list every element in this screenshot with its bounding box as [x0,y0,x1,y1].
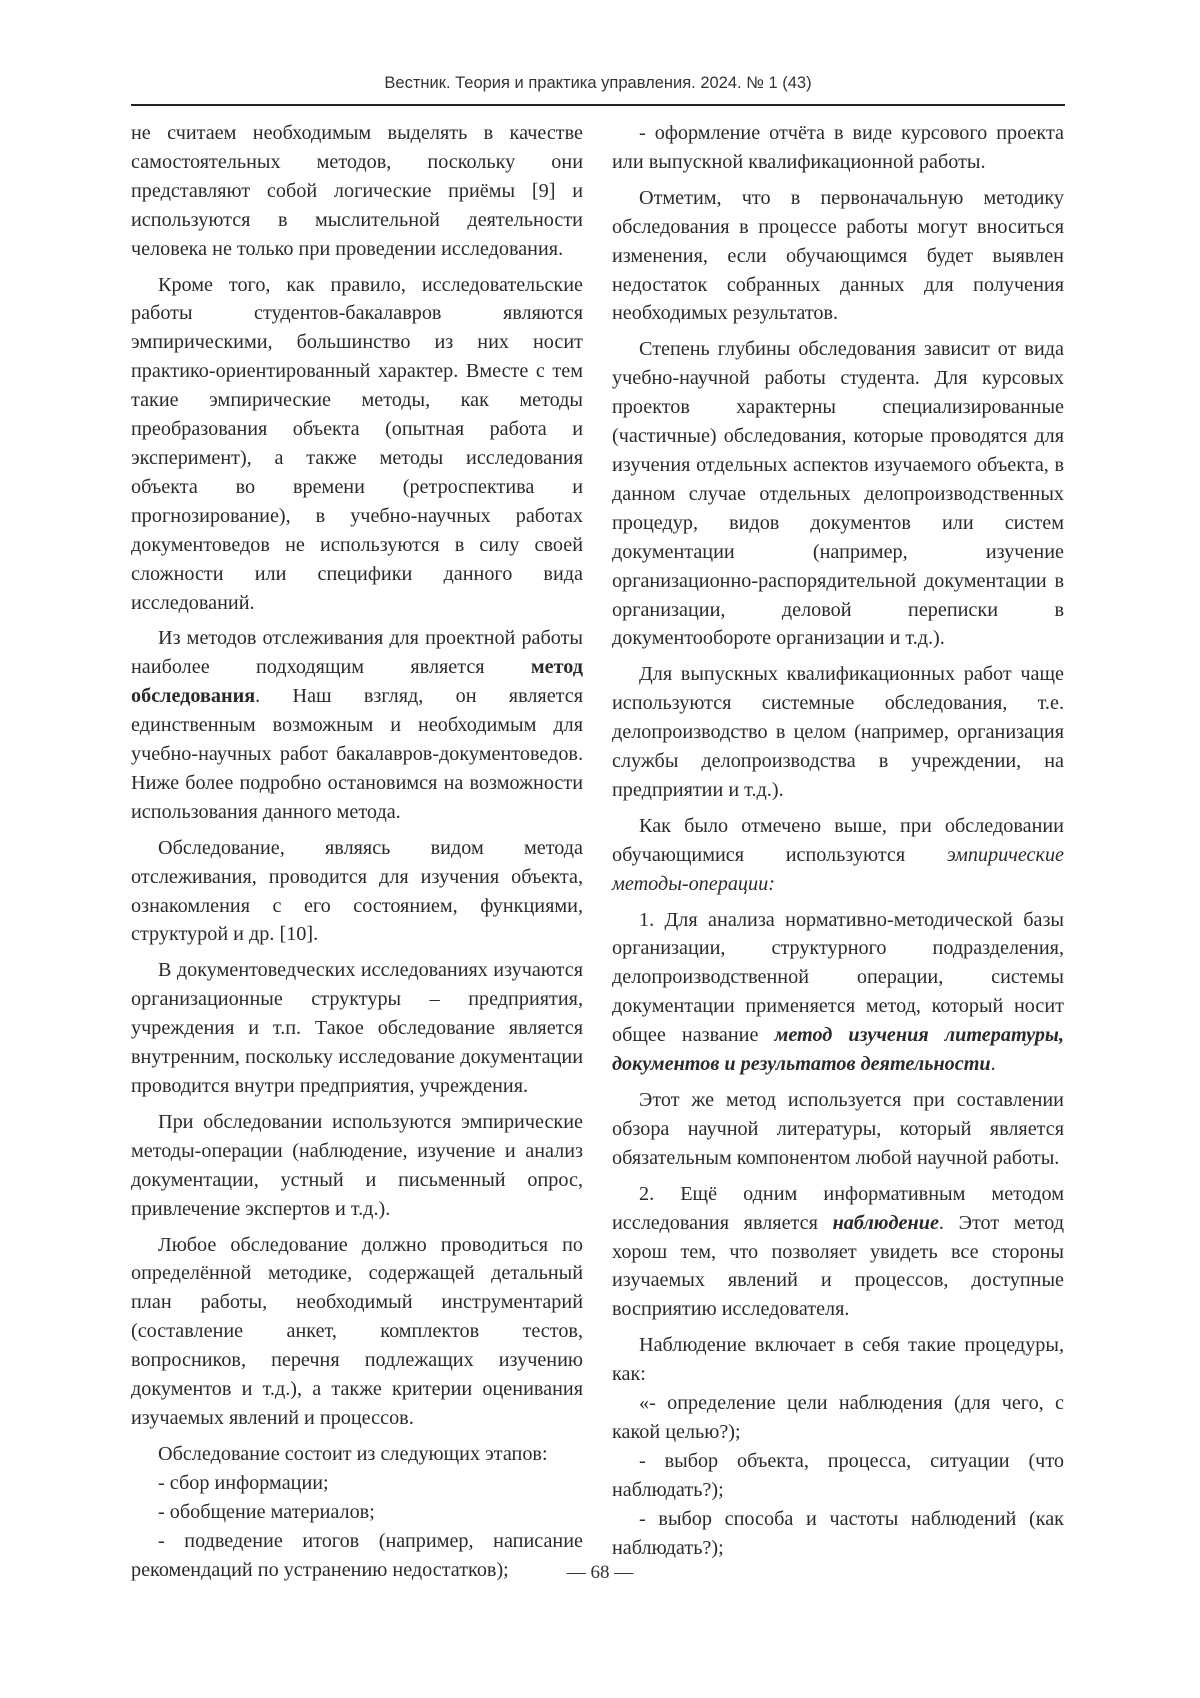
text-run: . Этот метод хорош тем, что позволяет увидеть все стороны изучаемых явлений и процессов, доступные восприятию исследователя. [612,1211,1064,1321]
text-run: . Наш взгляд, он является единственным возможным и необходимым для учебно-научных работ бакалавров-документоведов. Ниже более подробно остановимся на возможности использования данного метода. [131,685,583,823]
right-column [612,119,1064,1563]
paragraph [612,906,1064,1079]
left-column [131,119,583,1584]
paragraph: Для выпускных квалификационных работ чаще используются системные обследования, т.е. делопроизводство в целом (например, организация службы делопроизводства в учреждении, на предприятии и т.д.). [612,663,1064,801]
paragraph: В документоведческих исследованиях изучаются организационные структуры – предприятия, учреждения и т.п. Такое обследование является внутренним, поскольку исследование документации проводится внутри предприятия, учреждения. [131,959,583,1097]
text-run: 2. Ещё одним информативным методом исследования является [612,1182,1064,1234]
paragraph: Любое обследование должно проводиться по определённой методике, содержащей детальный план работы, необходимый инструментарий (составление анкет, комплектов тестов, вопросников, перечня подлежащих изучению документов и т.д.), а также критерии оценивания изучаемых явлений и процессов. [131,1233,583,1429]
text-run: . [990,1053,996,1076]
paragraph: Отметим, что в первоначальную методику обследования в процессе работы могут вноситься изменения, если обучающимся будет выявлен недостаток собранных данных для получения необходимых результатов. [612,186,1064,325]
paragraph [612,1180,1064,1325]
paragraph: Этот же метод используется при составлении обзора научной литературы, который является обязательным компонентом любой научной работы. [612,1089,1064,1169]
paragraph [612,812,1064,899]
paragraph: При обследовании используются эмпирические методы-операции (наблюдение, изучение и анализ документации, устный и письменный опрос, привлечение экспертов и т.д.). [131,1110,583,1220]
paragraph: Наблюдение включает в себя такие процедуры, как: [612,1334,1064,1386]
paragraph: Обследование, являясь видом метода отслеживания, проводится для изучения объекта, ознакомления с его состоянием, функциями, структурой и др. [10]. [131,836,583,946]
list-item: - выбор объекта, процесса, ситуации (что наблюдать?); [612,1449,1064,1501]
list-item: «- определение цели наблюдения (для чего, с какой целью?); [612,1392,1064,1443]
paragraph: не считаем необходимым выделять в качестве самостоятельных методов, поскольку они представляют собой логические приёмы [9] и используются в мыслительной деятельности человека не только при проведении исследования. [131,122,583,260]
page-number: — 68 — [566,1562,634,1583]
paragraph: Обследование состоит из следующих этапов: [158,1442,548,1465]
journal-header: Вестник. Теория и практика управления. 2024. № 1 (43) [384,74,812,92]
text-run: 1. Для анализа нормативно-методической базы организации, структурного подразделения, делопроизводственной операции, системы документации применяется метод, который носит общее название [612,908,1064,1047]
term-nablyudenie: наблюдение [832,1211,939,1234]
term-empiricheskie-metody: эмпирические методы-операции: [612,843,1064,895]
list-item: - обобщение материалов; [158,1500,375,1523]
list-item: - подведение итогов (например, написание рекомендаций по устранению недостатков); [131,1529,583,1581]
text-run: Как было отмечено выше, при обследовании обучающимися используются [612,814,1064,866]
paragraph [131,624,583,826]
text-run: Из методов отслеживания для проектной работы наиболее подходящим является [131,627,583,679]
term-metod-obsledovaniya: метод обследования [131,656,583,708]
paragraph: Кроме того, как правило, исследовательские работы студентов-бакалавров являются эмпирическими, большинство из них носит практико-ориентированный характер. Вместе с тем такие эмпирические методы, как методы преобразования объекта (опытная работа и эксперимент), а также методы исследования объекта во времени (ретроспектива и прогнозирование), в учебно-научных работах документоведов не используются в силу своей сложности или специфики данного вида исследований. [131,273,583,614]
list-item: - сбор информации; [158,1471,329,1494]
list-item: - выбор способа и частоты наблюдений (как наблюдать?); [612,1507,1064,1559]
term-metod-izucheniya: метод изучения литературы, документов и результатов деятельности [612,1024,1064,1076]
list-item: - оформление отчёта в виде курсового проекта или выпускной квалификационной работы. [612,122,1064,173]
header-divider [131,104,1065,106]
paragraph: Степень глубины обследования зависит от вида учебно-научной работы студента. Для курсовых проектов характерны специализированные (частичные) обследования, которые проводятся для изучения отдельных аспектов изучаемого объекта, в данном случае отдельных делопроизводственных процедур, видов документов или систем документации (например, изучение организационно-распорядительной документации в организации, деловой переписки в документообороте организации и т.д.). [612,338,1064,650]
